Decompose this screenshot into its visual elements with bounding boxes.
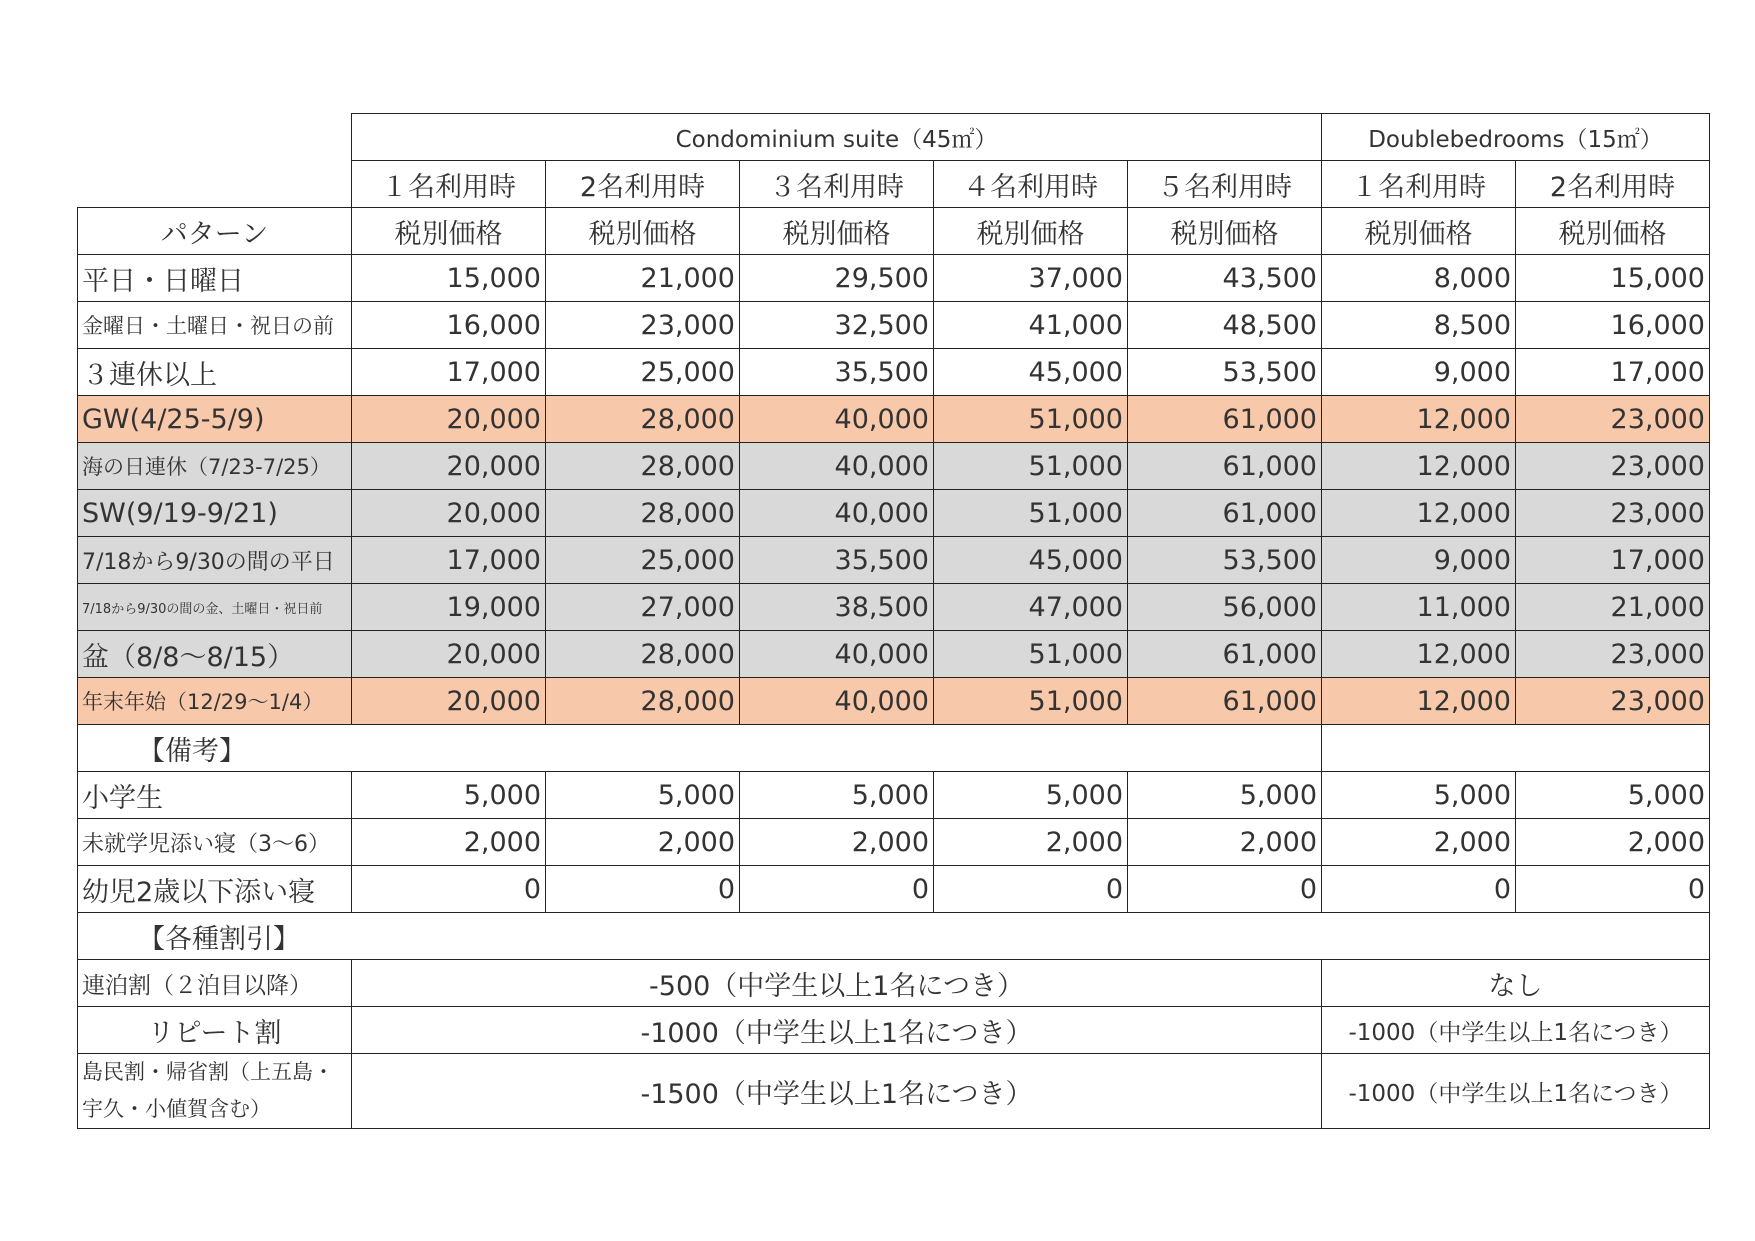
condo-title: Condominium suite（45㎡） [352,114,1322,161]
rate-cell: 38,500 [740,584,934,631]
note-cell: 5,000 [1322,772,1516,819]
note-cell: 2,000 [934,819,1128,866]
occupancy-header: ３名利用時 [740,161,934,208]
note-cell: 2,000 [546,819,740,866]
rate-cell: 20,000 [352,490,546,537]
double-title: Doublebedrooms（15㎡） [1322,114,1710,161]
note-label: 幼児2歳以下添い寝 [78,866,352,913]
rate-cell: 15,000 [1516,255,1710,302]
occupancy-header: 2名利用時 [546,161,740,208]
note-label: 未就学児添い寝（3～6） [78,819,352,866]
rate-row [78,631,1710,678]
rate-cell: 51,000 [934,396,1128,443]
rate-cell: 40,000 [740,396,934,443]
note-row [78,866,1710,913]
note-cell: 0 [934,866,1128,913]
note-cell: 0 [740,866,934,913]
tax-excluded-header: 税別価格 [1322,208,1516,255]
discounts-section-row [78,913,1710,960]
rate-cell: 61,000 [1128,631,1322,678]
tax-excluded-header: 税別価格 [1516,208,1710,255]
discount-condo: -1000（中学生以上1名につき） [352,1007,1322,1054]
price-label-row [78,208,1710,255]
rate-cell: 27,000 [546,584,740,631]
blank-corner [78,161,352,208]
note-cell: 5,000 [546,772,740,819]
rate-cell: 35,500 [740,537,934,584]
rate-row [78,255,1710,302]
rate-cell: 28,000 [546,396,740,443]
note-cell: 2,000 [1128,819,1322,866]
rate-cell: 53,500 [1128,349,1322,396]
tax-excluded-header: 税別価格 [1128,208,1322,255]
note-row [78,772,1710,819]
room-type-header-row [78,114,1710,161]
notes-section-blank [1322,725,1710,772]
rate-cell: 23,000 [546,302,740,349]
rate-row [78,396,1710,443]
blank-corner [78,114,352,161]
note-cell: 0 [352,866,546,913]
rate-cell: 20,000 [352,678,546,725]
rate-cell: 35,500 [740,349,934,396]
note-cell: 2,000 [740,819,934,866]
rate-cell: 37,000 [934,255,1128,302]
rate-cell: 19,000 [352,584,546,631]
rate-cell: 17,000 [352,349,546,396]
rate-cell: 12,000 [1322,396,1516,443]
notes-section-title: 【備考】 [78,725,1322,772]
note-cell: 5,000 [934,772,1128,819]
discount-label: 島民割・帰省割（上五島・宇久・小値賀含む） [78,1054,352,1129]
rate-cell: 23,000 [1516,490,1710,537]
rate-cell: 20,000 [352,396,546,443]
rate-cell: 12,000 [1322,631,1516,678]
rate-cell: 17,000 [1516,349,1710,396]
note-cell: 0 [1322,866,1516,913]
rate-pattern-label: 7/18から9/30の間の平日 [78,537,352,584]
rate-pattern-label: GW(4/25-5/9) [78,396,352,443]
rate-cell: 51,000 [934,678,1128,725]
discount-double: なし [1322,960,1710,1007]
rate-cell: 45,000 [934,537,1128,584]
rate-cell: 61,000 [1128,490,1322,537]
rate-cell: 51,000 [934,631,1128,678]
rate-cell: 61,000 [1128,396,1322,443]
rate-cell: 21,000 [546,255,740,302]
discount-double: -1000（中学生以上1名につき） [1322,1054,1710,1129]
rate-cell: 43,500 [1128,255,1322,302]
rate-cell: 28,000 [546,631,740,678]
rate-cell: 40,000 [740,631,934,678]
rate-pattern-label: 7/18から9/30の間の金、土曜日・祝日前 [78,584,352,631]
note-cell: 0 [1128,866,1322,913]
discount-label: 連泊割（２泊目以降） [78,960,352,1007]
occupancy-header-row [78,161,1710,208]
rate-pattern-label: 平日・日曜日 [78,255,352,302]
rate-table [77,113,1710,1129]
notes-section-row [78,725,1710,772]
tax-excluded-header: 税別価格 [546,208,740,255]
tax-excluded-header: 税別価格 [740,208,934,255]
rate-row [78,678,1710,725]
rate-pattern-label: 盆（8/8～8/15） [78,631,352,678]
rate-cell: 9,000 [1322,537,1516,584]
rate-pattern-label: 海の日連休（7/23-7/25） [78,443,352,490]
rate-cell: 23,000 [1516,443,1710,490]
rate-cell: 8,000 [1322,255,1516,302]
rate-row [78,349,1710,396]
note-cell: 0 [1516,866,1710,913]
rate-row [78,584,1710,631]
occupancy-header: １名利用時 [352,161,546,208]
rate-cell: 53,500 [1128,537,1322,584]
rate-cell: 48,500 [1128,302,1322,349]
discount-condo: -1500（中学生以上1名につき） [352,1054,1322,1129]
rate-cell: 15,000 [352,255,546,302]
rate-cell: 28,000 [546,443,740,490]
rate-cell: 25,000 [546,349,740,396]
discount-row [78,960,1710,1007]
rate-cell: 20,000 [352,631,546,678]
note-cell: 5,000 [740,772,934,819]
rate-cell: 25,000 [546,537,740,584]
rate-row [78,443,1710,490]
rate-cell: 23,000 [1516,396,1710,443]
rate-cell: 17,000 [1516,537,1710,584]
rate-cell: 61,000 [1128,678,1322,725]
rate-cell: 41,000 [934,302,1128,349]
occupancy-header: 2名利用時 [1516,161,1710,208]
occupancy-header: ４名利用時 [934,161,1128,208]
rate-cell: 32,500 [740,302,934,349]
rate-row [78,302,1710,349]
note-label: 小学生 [78,772,352,819]
rate-cell: 61,000 [1128,443,1322,490]
rate-cell: 16,000 [352,302,546,349]
rate-cell: 45,000 [934,349,1128,396]
discount-condo: -500（中学生以上1名につき） [352,960,1322,1007]
discount-row [78,1007,1710,1054]
tax-excluded-header: 税別価格 [352,208,546,255]
rate-cell: 9,000 [1322,349,1516,396]
rate-cell: 40,000 [740,443,934,490]
note-cell: 0 [546,866,740,913]
note-cell: 5,000 [352,772,546,819]
rate-cell: 16,000 [1516,302,1710,349]
occupancy-header: １名利用時 [1322,161,1516,208]
rate-cell: 47,000 [934,584,1128,631]
rate-cell: 51,000 [934,443,1128,490]
discounts-section-title: 【各種割引】 [78,913,1710,960]
rate-cell: 11,000 [1322,584,1516,631]
rate-cell: 28,000 [546,678,740,725]
rate-cell: 12,000 [1322,678,1516,725]
rate-cell: 20,000 [352,443,546,490]
rate-cell: 23,000 [1516,678,1710,725]
rate-pattern-label: SW(9/19-9/21) [78,490,352,537]
rate-pattern-label: ３連休以上 [78,349,352,396]
note-cell: 2,000 [352,819,546,866]
note-cell: 2,000 [1516,819,1710,866]
rate-cell: 12,000 [1322,443,1516,490]
rate-cell: 8,500 [1322,302,1516,349]
pattern-header: パターン [78,208,352,255]
note-row [78,819,1710,866]
discount-row [78,1054,1710,1129]
rate-cell: 12,000 [1322,490,1516,537]
note-cell: 2,000 [1322,819,1516,866]
note-cell: 5,000 [1128,772,1322,819]
rate-row [78,537,1710,584]
rate-cell: 21,000 [1516,584,1710,631]
occupancy-header: ５名利用時 [1128,161,1322,208]
rate-cell: 40,000 [740,678,934,725]
rate-pattern-label: 年末年始（12/29～1/4） [78,678,352,725]
discount-double: -1000（中学生以上1名につき） [1322,1007,1710,1054]
rate-cell: 56,000 [1128,584,1322,631]
rate-row [78,490,1710,537]
rate-cell: 23,000 [1516,631,1710,678]
note-cell: 5,000 [1516,772,1710,819]
rate-cell: 29,500 [740,255,934,302]
rate-cell: 17,000 [352,537,546,584]
tax-excluded-header: 税別価格 [934,208,1128,255]
rate-pattern-label: 金曜日・土曜日・祝日の前 [78,302,352,349]
rate-cell: 40,000 [740,490,934,537]
discount-label: リピート割 [78,1007,352,1054]
rate-cell: 28,000 [546,490,740,537]
rate-cell: 51,000 [934,490,1128,537]
